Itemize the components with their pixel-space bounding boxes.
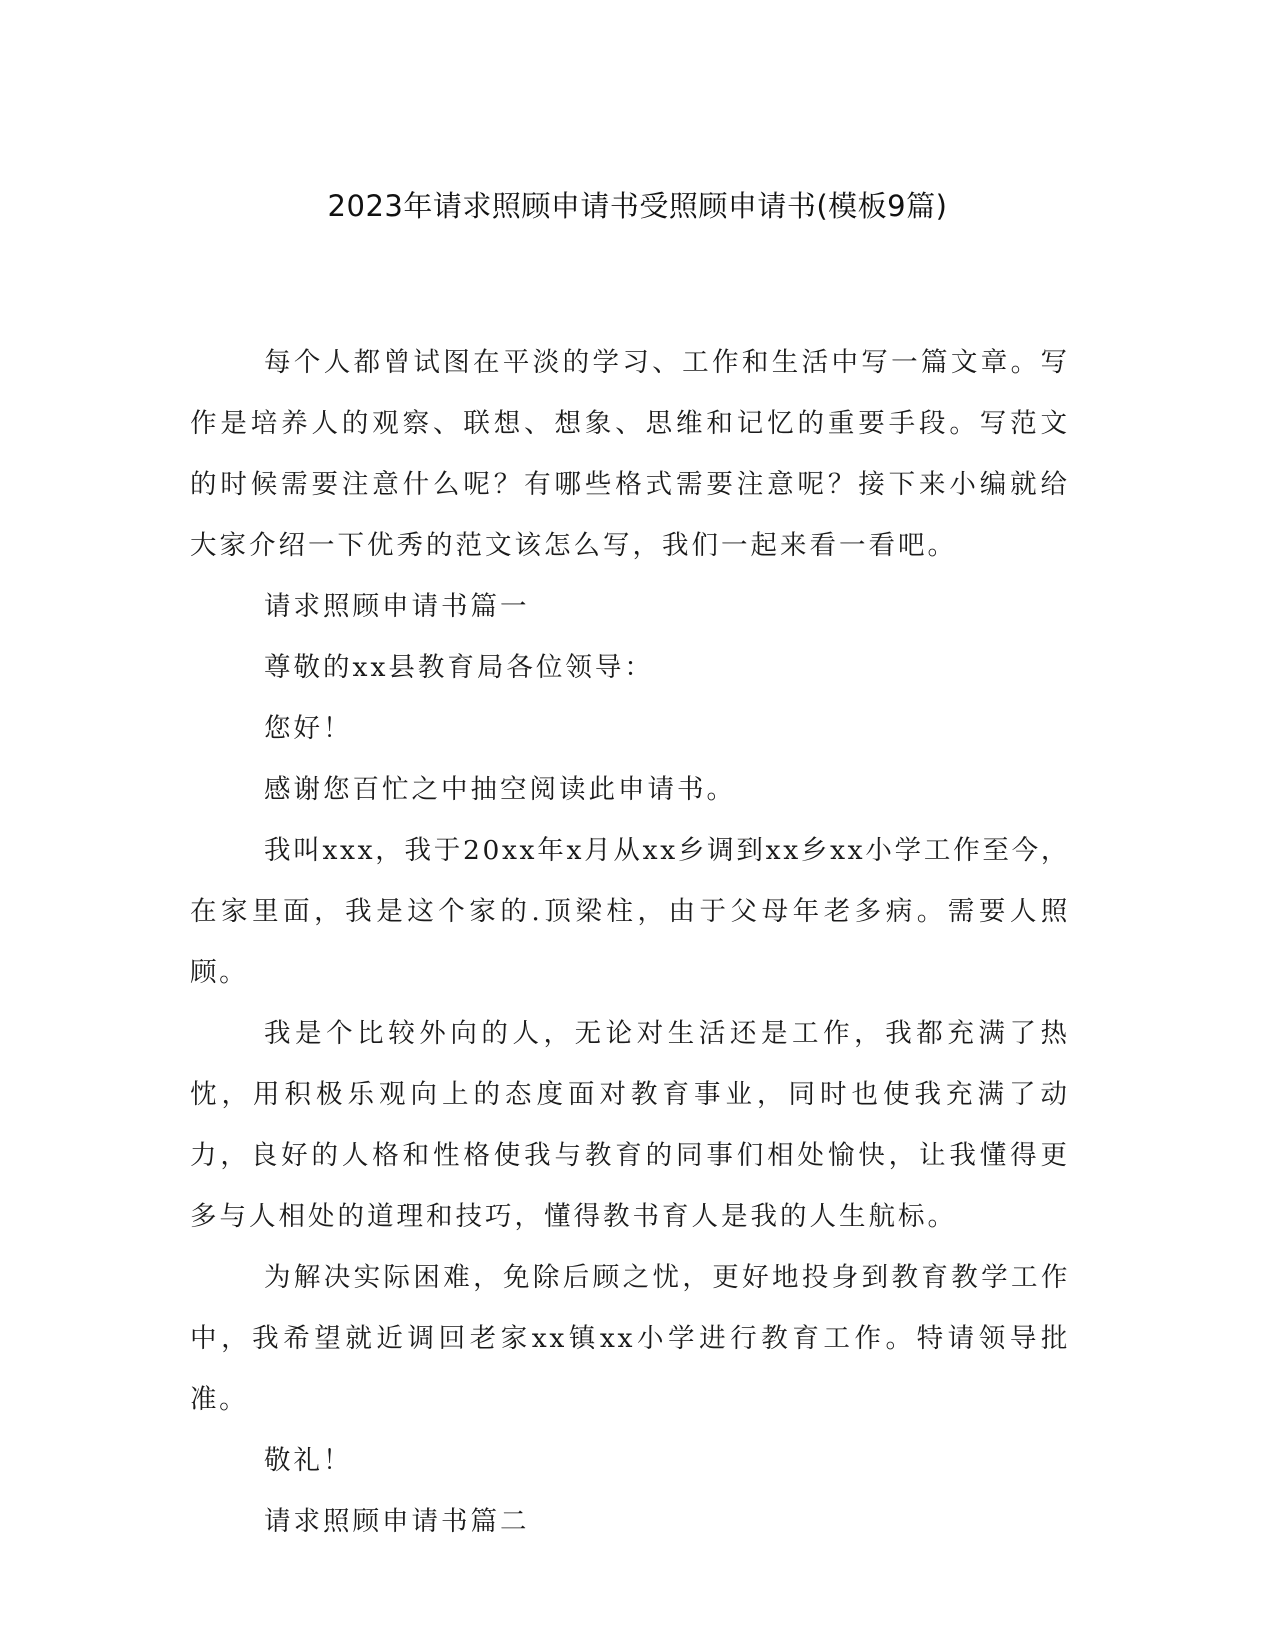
section-heading-1: 请求照顾申请书篇一 xyxy=(264,591,530,622)
document-body xyxy=(190,332,1070,1552)
thanks-line: 感谢您百忙之中抽空阅读此申请书。 xyxy=(264,774,736,805)
personality-paragraph: 我是个比较外向的人，无论对生活还是工作，我都充满了热忱，用积极乐观向上的态度面对教育事业，同时也使我充满了动力，良好的人格和性格使我与教育的同事们相处愉快，让我懂得更多与人相处的道理和技巧，懂得教书育人是我的人生航标。 xyxy=(190,1018,1070,1232)
intro-paragraph: 每个人都曾试图在平淡的学习、工作和生活中写一篇文章。写作是培养人的观察、联想、想象、思维和记忆的重要手段。写范文的时候需要注意什么呢？有哪些格式需要注意呢？接下来小编就给大家介绍一下优秀的范文该怎么写，我们一起来看一看吧。 xyxy=(190,347,1070,561)
salutation: 尊敬的xx县教育局各位领导： xyxy=(264,652,654,683)
request-paragraph: 为解决实际困难，免除后顾之忧，更好地投身到教育教学工作中，我希望就近调回老家xx镇xx小学进行教育工作。特请领导批准。 xyxy=(190,1262,1070,1415)
section-heading-2: 请求照顾申请书篇二 xyxy=(264,1506,530,1537)
greeting: 您好！ xyxy=(264,713,353,744)
document-title: 2023年请求照顾申请书受照顾申请书(模板9篇) xyxy=(327,189,948,223)
background-paragraph: 我叫xxx，我于20xx年x月从xx乡调到xx乡xx小学工作至今，在家里面，我是这个家的.顶梁柱，由于父母年老多病。需要人照顾。 xyxy=(190,835,1070,988)
closing-line: 敬礼！ xyxy=(264,1445,353,1476)
